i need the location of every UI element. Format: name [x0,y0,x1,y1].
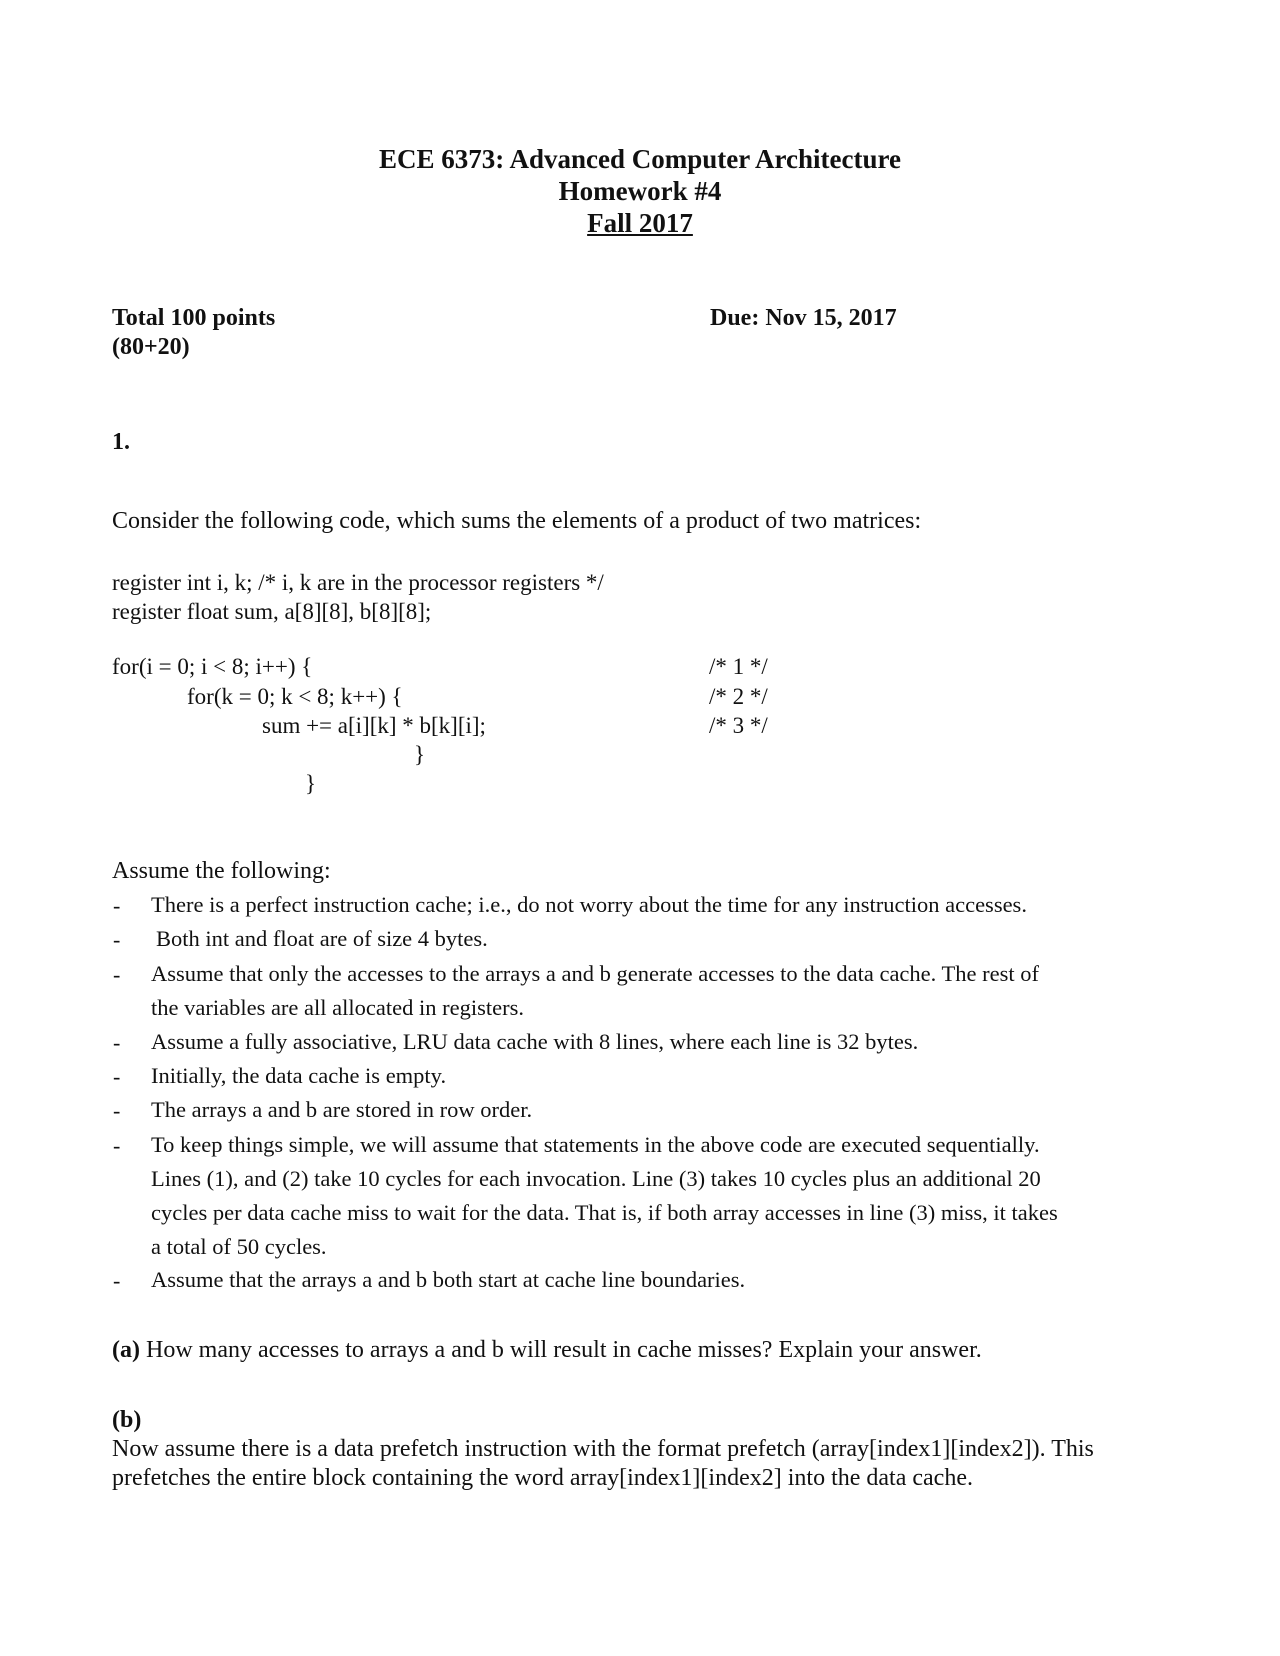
bullet-dash: - [113,1133,121,1158]
bullet-dash: - [113,927,121,952]
assumption-3-line-2: the variables are all allocated in registers. [151,995,524,1020]
assumption-7-line-4: a total of 50 cycles. [151,1234,327,1259]
assumption-1: There is a perfect instruction cache; i.e., do not worry about the time for any instruction accesses. [151,892,1027,917]
part-b-label: (b) [112,1407,142,1433]
bullet-dash: - [113,1268,121,1293]
declaration-line-2: register float sum, a[8][8], b[8][8]; [112,599,432,624]
part-b-line-1: Now assume there is a data prefetch instruction with the format prefetch (array[index1][index2]). This [112,1436,1094,1462]
total-points: Total 100 points [112,305,276,331]
assume-heading: Assume the following: [112,858,331,884]
code-line-3: sum += a[i][k] * b[k][i]; [262,713,486,738]
points-split: (80+20) [112,334,190,360]
term-title [0,208,1280,239]
term-title-text: Fall 2017 [587,208,693,238]
code-comment-3: /* 3 */ [709,713,768,738]
assumption-5: Initially, the data cache is empty. [151,1063,447,1088]
declaration-line-1: register int i, k; /* i, k are in the processor registers */ [112,570,604,595]
bullet-dash: - [113,1098,121,1123]
assumption-4: Assume a fully associative, LRU data cache with 8 lines, where each line is 32 bytes. [151,1029,919,1054]
code-line-1: for(i = 0; i < 8; i++) { [112,654,313,679]
part-a-text: How many accesses to arrays a and b will result in cache misses? Explain your answer. [145,1337,982,1363]
bullet-dash: - [113,893,121,918]
assumption-3-line-1: Assume that only the accesses to the arrays a and b generate accesses to the data cache. The rest of [151,961,1039,986]
part-a [112,1337,982,1364]
course-title: ECE 6373: Advanced Computer Architecture [379,144,901,174]
code-line-2: for(k = 0; k < 8; k++) { [187,684,403,709]
bullet-dash: - [113,1064,121,1089]
assumption-7-line-1: To keep things simple, we will assume that statements in the above code are executed sequentially. [151,1132,1040,1157]
bullet-dash: - [113,1030,121,1055]
homework-title: Homework #4 [558,176,722,206]
assumption-7-line-3: cycles per data cache miss to wait for the data. That is, if both array accesses in line (3) miss, it takes [151,1200,1058,1225]
bullet-dash: - [113,962,121,987]
code-comment-1: /* 1 */ [709,654,768,679]
assumption-6: The arrays a and b are stored in row order. [151,1097,533,1122]
assumption-2: Both int and float are of size 4 bytes. [156,926,488,951]
assumption-7-line-2: Lines (1), and (2) take 10 cycles for each invocation. Line (3) takes 10 cycles plus an additional 20 [151,1166,1041,1191]
question-number: 1. [112,429,130,455]
assumption-8: Assume that the arrays a and b both start at cache line boundaries. [151,1267,746,1292]
code-comment-2: /* 2 */ [709,684,768,709]
code-close-outer: } [305,771,317,796]
code-close-inner: } [414,742,426,767]
question-intro: Consider the following code, which sums the elements of a product of two matrices: [112,508,922,534]
part-b-line-2: prefetches the entire block containing the word array[index1][index2] into the data cache. [112,1465,973,1491]
part-a-label: (a) [112,1337,140,1363]
due-date: Due: Nov 15, 2017 [710,305,897,331]
